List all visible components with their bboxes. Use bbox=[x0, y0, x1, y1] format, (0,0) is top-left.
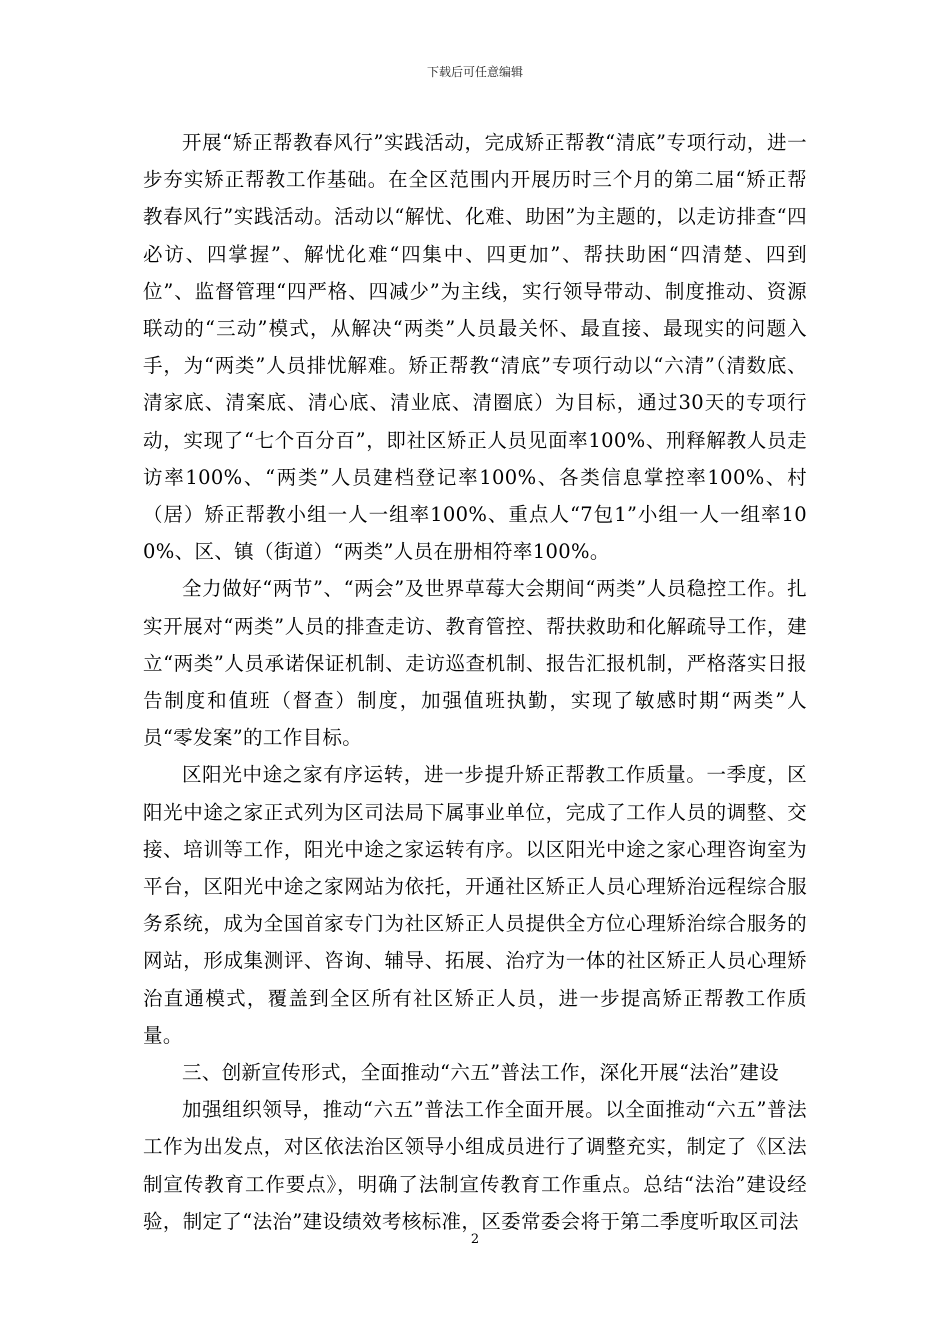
page-number: 2 bbox=[470, 1232, 480, 1247]
paragraph-legal-education: 加强组织领导，推动“六五”普法工作全面开展。以全面推动“六五”普法工作为出发点，对区依法治区领导小组成员进行了调整充实，制定了《区法制宣传教育工作要点》，明确了法制宣传教育工作重点。总结“法治”建设经验，制定了“法治”建设绩效考核标准，区委常委会将于第二季度听取区司法 bbox=[143, 1098, 807, 1233]
paragraph-holiday-stability: 全力做好“两节”、“两会”及世界草莓大会期间“两类”人员稳控工作。扎实开展对“两类”人员的排查走访、教育管控、帮扶救助和化解疏导工作，建立“两类”人员承诺保证机制、走访巡查机制、报告汇报机制，严格落实日报告制度和值班（督查）制度，加强值班执勤，实现了敏感时期“两类”人员“零发案”的工作目标。 bbox=[143, 577, 807, 750]
section-heading-legal-publicity: 三、创新宣传形式，全面推动“六五”普法工作，深化开展“法治”建设 bbox=[182, 1061, 780, 1085]
paragraph-halfway-house: 区阳光中途之家有序运转，进一步提升矫正帮教工作质量。一季度，区阳光中途之家正式列为区司法局下属事业单位，完成了工作人员的调整、交接、培训等工作，阳光中途之家运转有序。以区阳光中途之家心理咨询室为平台，区阳光中途之家网站为依托，开通社区矫正人员心理矫治远程综合服务系统，成为全国首家专门为社区矫正人员提供全方位心理矫治综合服务的网站，形成集测评、咨询、辅导、拓展、治疗为一体的社区矫正人员心理矫治直通模式，覆盖到全区所有社区矫正人员，进一步提高矫正帮教工作质量。 bbox=[143, 763, 807, 1047]
page-header: 下载后可任意编辑 bbox=[426, 65, 523, 79]
paragraph-correction-activities: 开展“矫正帮教春风行”实践活动，完成矫正帮教“清底”专项行动，进一步夯实矫正帮教工作基础。在全区范围内开展历时三个月的第二届“矫正帮教春风行”实践活动。活动以“解忧、化难、助困”为主题的，以走访排查“四必访、四掌握”、解忧化难“四集中、四更加”、帮扶助困“四清楚、四到位”、监督管理“四严格、四减少”为主线，实行领导带动、制度推动、资源联动的“三动”模式，从解决“两类”人员最关怀、最直接、最现实的问题入手，为“两类”人员排忧解难。矫正帮教“清底”专项行动以“六清”（清数底、清家底、清案底、清心底、清业底、清圈底）为目标，通过30天的专项行动，实现了“七个百分百”，即社区矫正人员见面率100%、刑释解教人员走访率100%、“两类”人员建档登记率100%、各类信息掌控率100%、村（居）矫正帮教小组一人一组率100%、重点人“7包1”小组一人一组率100%、区、镇（街道）“两类”人员在册相符率100%。 bbox=[143, 131, 807, 564]
document-body bbox=[143, 124, 807, 1240]
